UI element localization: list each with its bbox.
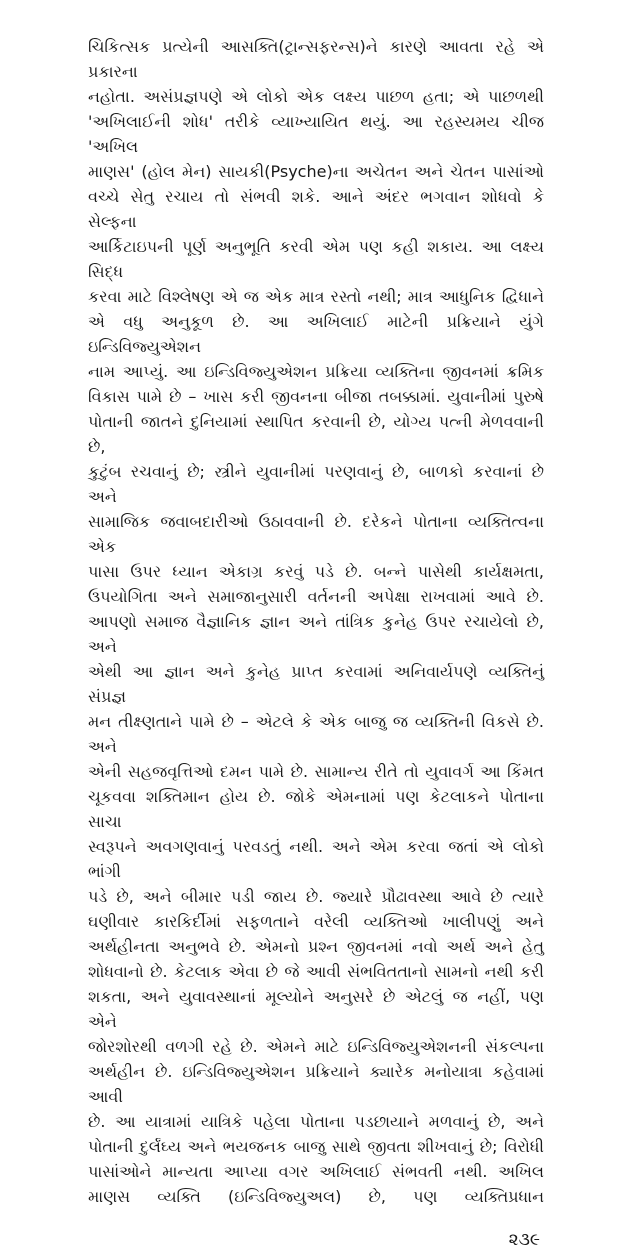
text-line: છે. આ યાત્રામાં યાત્રિકે પહેલા પોતાના પડછાયાને મળવાનું છે, અને (88, 1112, 544, 1131)
page-content (88, 34, 544, 1251)
text-line: સ્વરૂપને અવગણવાનું પરવડતું નથી. અને એમ કરવા જતાં એ લોકો ભાંગી (88, 837, 544, 881)
text-line: કુટુંબ રચવાનું છે; સ્ત્રીને યુવાનીમાં પરણવાનું છે, બાળકો કરવાનાં છે અને (88, 462, 544, 506)
text-line: 'અખિલાઈની શોધ' તરીકે વ્યાખ્યાયિત થયું. આ રહસ્યમય ચીજ 'અખિલ (88, 112, 544, 156)
text-line: પાસા ઉપર ધ્યાન એકાગ્ર કરવું પડે છે. બન્ને પાસેથી કાર્યક્ષમતા, (88, 562, 544, 581)
text-line: શકતા, અને યુવાવસ્થાનાં મૂલ્યોને અનુસરે છે એટલું જ નહીં, પણ એને (88, 987, 544, 1031)
text-line: એની સહજવૃત્તિઓ દમન પામે છે. સામાન્ય રીતે તો યુવાવર્ગ આ કિંમત (88, 762, 544, 781)
text-line: નહોતા. અસંપ્રજ્ઞપણે એ લોકો એક લક્ષ્ય પાછળ હતા; એ પાછળથી (88, 87, 544, 106)
text-line: મન તીક્ષ્ણતાને પામે છે – એટલે કે એક બાજુ જ વ્યક્તિની વિકસે છે. અને (88, 712, 544, 756)
text-line: પોતાની જાતને દુનિયામાં સ્થાપિત કરવાની છે, યોગ્ય પત્ની મેળવવાની છે, (88, 412, 544, 456)
text-line: માણસ' (હોલ મેન) સાયકી(Psyche)ના અચેતન અને ચેતન પાસાંઓ (88, 162, 544, 181)
text-line: એથી આ જ્ઞાન અને કુનેહ પ્રાપ્ત કરવામાં અનિવાર્યપણે વ્યક્તિનું સંપ્રજ્ઞ (88, 662, 544, 706)
text-line: ઘણીવાર કારકિર્દીમાં સફળતાને વરેલી વ્યક્તિઓ ખાલીપણું અને (88, 912, 544, 931)
text-line: ઉપયોગિતા અને સમાજાનુસારી વર્તનની અપેક્ષા રાખવામાં આવે છે. (88, 587, 544, 606)
text-line: આપણો સમાજ વૈજ્ઞાનિક જ્ઞાન અને તાંત્રિક કુનેહ ઉપર રચાયેલો છે, અને (88, 612, 544, 656)
text-line: વચ્ચે સેતુ રચાય તો સંભવી શકે. આને અંદર ભગવાન શોધવો કે સેલ્ફના (88, 187, 544, 231)
text-line: પડે છે, અને બીમાર પડી જાય છે. જ્યારે પ્રૌઢાવસ્થા આવે છે ત્યારે (88, 887, 544, 906)
text-line: માણસ વ્યક્તિ (ઇન્ડિવિજ્યુઅલ) છે, પણ વ્યક્તિપ્રધાન (88, 1187, 544, 1206)
page-number: ૨૩૯ (508, 1230, 540, 1250)
text-line: પાસાંઓને માન્યતા આપ્યા વગર અખિલાઈ સંભવતી નથી. અખિલ (88, 1162, 544, 1181)
text-line: ચૂકવવા શક્તિમાન હોય છે. જોકે એમનામાં પણ કેટલાકને પોતાના સાચા (88, 787, 544, 831)
text-line: જોરશોરથી વળગી રહે છે. એમને માટે ઇન્ડિવિજ્યુએશનની સંકલ્પના (88, 1037, 544, 1056)
text-line: સામાજિક જવાબદારીઓ ઉઠાવવાની છે. દરેકને પોતાના વ્યક્તિત્વના એક (88, 512, 544, 556)
text-line: વિકાસ પામે છે – ખાસ કરી જીવનના બીજા તબક્કામાં. યુવાનીમાં પુરુષે (88, 387, 544, 406)
text-line: ચિકિત્સક પ્રત્યેની આસક્તિ(ટ્રાન્સફરન્સ)ને કારણે આવતા રહે એ પ્રકારના (88, 37, 544, 81)
text-line: આર્કિટાઇપની પૂર્ણ અનુભૂતિ કરવી એમ પણ કહી શકાય. આ લક્ષ્ય સિદ્ધ (88, 237, 544, 281)
text-line: અર્થહીનતા અનુભવે છે. એમનો પ્રશ્ન જીવનમાં નવો અર્થ અને હેતુ (88, 937, 544, 956)
text-line: કરવા માટે વિશ્લેષણ એ જ એક માત્ર રસ્તો નથી; માત્ર આધુનિક દ્વિધાને (88, 287, 544, 306)
text-line: નામ આપ્યું. આ ઇન્ડિવિજ્યુએશન પ્રક્રિયા વ્યક્તિના જીવનમાં ક્રમિક (88, 362, 544, 381)
body-text (88, 34, 544, 1209)
text-line: પોતાની દુર્લંઘ્ય અને ભયજનક બાજુ સાથે જીવતા શીખવાનું છે; વિરોધી (88, 1137, 544, 1156)
text-line: શોધવાનો છે. કેટલાક એવા છે જે આવી સંભવિતતાનો સામનો નથી કરી (88, 962, 544, 981)
text-line: એ વધુ અનુકૂળ છે. આ અખિલાઈ માટેની પ્રક્રિયાને યુંગે ઇન્ડિવિજ્યુએશન (88, 312, 544, 356)
text-line: અર્થહીન છે. ઇન્ડિવિજ્યુએશન પ્રક્રિયાને ક્યારેક મનોયાત્રા કહેવામાં આવી (88, 1062, 544, 1106)
